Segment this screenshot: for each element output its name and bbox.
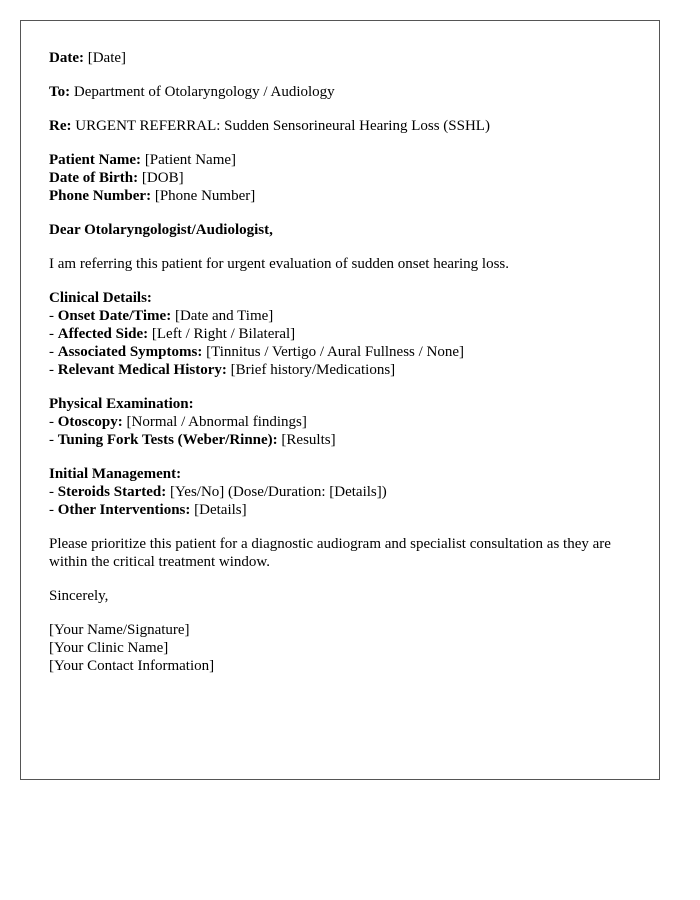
clinical-details-heading: Clinical Details:	[49, 290, 152, 306]
signature-block	[49, 621, 631, 675]
patient-dob-line	[49, 169, 631, 187]
clinical-item	[49, 307, 631, 325]
exam-item-value: [Results]	[281, 432, 336, 448]
intro-paragraph: I am referring this patient for urgent evaluation of sudden onset hearing loss.	[49, 256, 510, 272]
patient-dob-value: [DOB]	[141, 170, 184, 186]
management-item-value: [Yes/No] (Dose/Duration: [Details])	[169, 484, 387, 500]
salutation	[49, 221, 631, 239]
physical-exam-section	[49, 395, 631, 449]
date-line	[49, 49, 631, 67]
physical-exam-heading: Physical Examination:	[49, 396, 194, 412]
exam-item-label: Otoscopy:	[57, 414, 123, 430]
clinical-item-value: [Tinnitus / Vertigo / Aural Fullness / None]	[206, 344, 465, 360]
signature-contact: [Your Contact Information]	[49, 658, 215, 674]
date-label: Date:	[49, 50, 84, 66]
clinical-item-label: Associated Symptoms:	[57, 344, 203, 360]
signature-clinic: [Your Clinic Name]	[49, 640, 169, 656]
management-item	[49, 501, 631, 519]
clinical-item-label: Onset Date/Time:	[57, 308, 172, 324]
patient-name-label: Patient Name:	[49, 152, 142, 168]
patient-info	[49, 151, 631, 205]
management-heading: Initial Management:	[49, 466, 182, 482]
exam-item	[49, 413, 631, 431]
item-prefix: -	[49, 326, 58, 342]
management-item-value: [Details]	[194, 502, 247, 518]
item-prefix: -	[49, 344, 58, 360]
item-prefix: -	[49, 308, 58, 324]
signoff: Sincerely,	[49, 588, 109, 604]
clinical-details-section	[49, 289, 631, 379]
signature-name: [Your Name/Signature]	[49, 622, 190, 638]
referral-letter	[20, 20, 660, 780]
re-label: Re:	[49, 118, 72, 134]
item-prefix: -	[49, 414, 58, 430]
patient-phone-value: [Phone Number]	[154, 188, 256, 204]
closing-request: Please prioritize this patient for a diagnostic audiogram and specialist consultation as they are within the critical treatment window.	[49, 536, 611, 570]
item-prefix: -	[49, 484, 58, 500]
clinical-item-label: Relevant Medical History:	[57, 362, 227, 378]
re-value: URGENT REFERRAL: Sudden Sensorineural Hearing Loss (SSHL)	[75, 118, 490, 134]
clinical-item-value: [Brief history/Medications]	[230, 362, 396, 378]
exam-item-label: Tuning Fork Tests (Weber/Rinne):	[57, 432, 278, 448]
patient-phone-label: Phone Number:	[49, 188, 152, 204]
clinical-item	[49, 361, 631, 379]
item-prefix: -	[49, 502, 58, 518]
item-prefix: -	[49, 362, 58, 378]
to-label: To:	[49, 84, 71, 100]
clinical-item	[49, 325, 631, 343]
exam-item	[49, 431, 631, 449]
management-item-label: Other Interventions:	[57, 502, 191, 518]
patient-name-line	[49, 151, 631, 169]
date-value: [Date]	[87, 50, 127, 66]
clinical-item	[49, 343, 631, 361]
item-prefix: -	[49, 432, 58, 448]
clinical-item-label: Affected Side:	[57, 326, 149, 342]
clinical-item-value: [Left / Right / Bilateral]	[151, 326, 296, 342]
to-value: Department of Otolaryngology / Audiology	[73, 84, 335, 100]
exam-item-value: [Normal / Abnormal findings]	[126, 414, 307, 430]
management-section	[49, 465, 631, 519]
salutation-text: Dear Otolaryngologist/Audiologist,	[49, 222, 273, 238]
management-item-label: Steroids Started:	[57, 484, 167, 500]
subject-line	[49, 117, 631, 135]
patient-phone-line	[49, 187, 631, 205]
clinical-item-value: [Date and Time]	[174, 308, 274, 324]
recipient-line	[49, 83, 631, 101]
management-item	[49, 483, 631, 501]
patient-dob-label: Date of Birth:	[49, 170, 139, 186]
patient-name-value: [Patient Name]	[144, 152, 237, 168]
